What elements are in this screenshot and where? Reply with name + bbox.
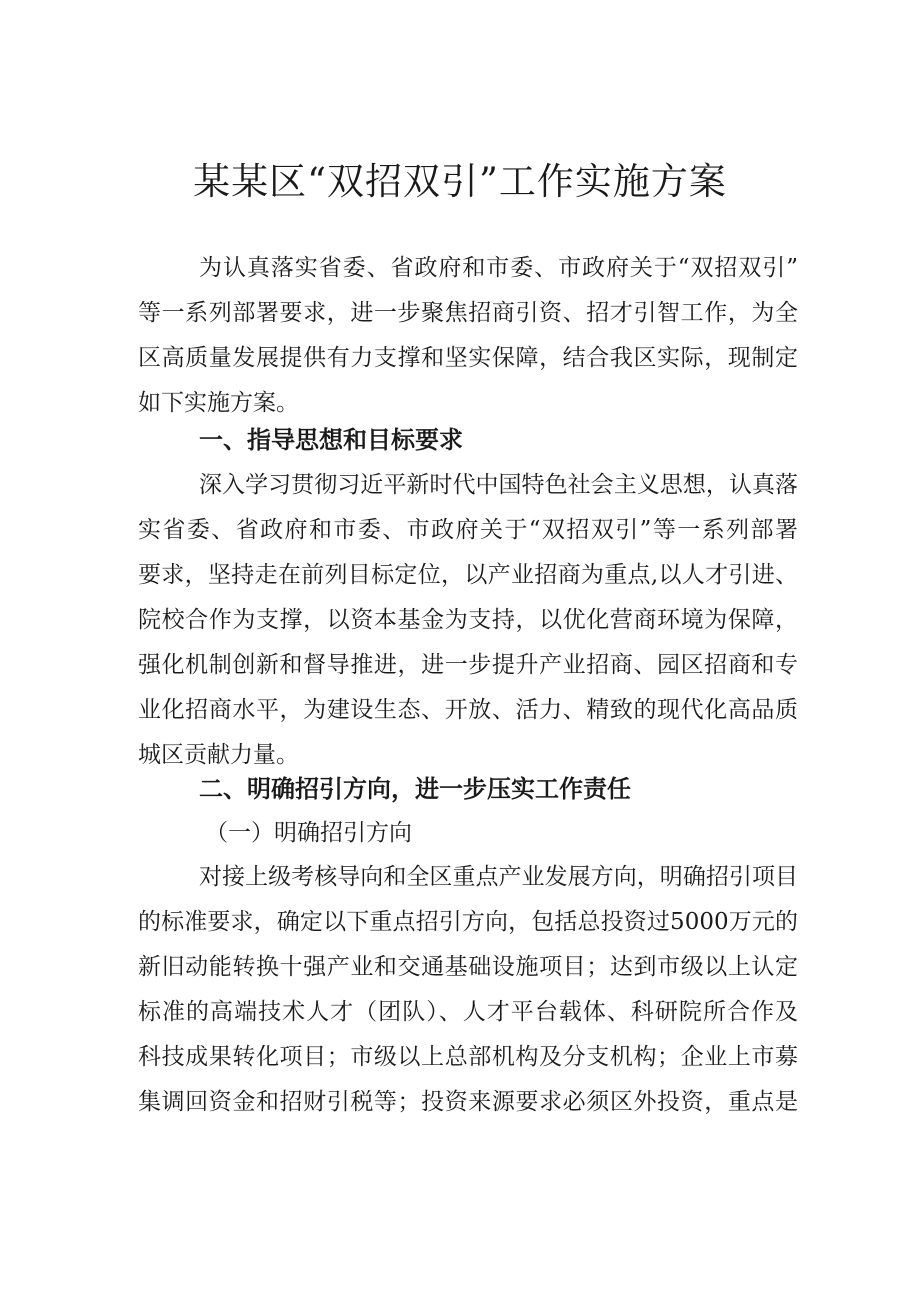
document-title: 某某区“双招双引”工作实施方案 — [193, 160, 727, 203]
section1-line-5: 强化机制创新和督导推进，进一步提升产业招商、园区招商和专 — [138, 652, 798, 678]
section1-line-4: 院校合作为支撑，以资本基金为支持，以优化营商环境为保障， — [138, 607, 798, 633]
section2-heading: 二、明确招引方向，进一步压实工作责任 — [199, 775, 631, 803]
intro-line-4: 如下实施方案。 — [138, 390, 299, 416]
section2-line-3: 新旧动能转换十强产业和交通基础设施项目；达到市级以上认定 — [138, 954, 798, 980]
section1-line-2: 实省委、省政府和市委、市政府关于“双招双引”等一系列部署 — [138, 517, 798, 543]
section1-line-6: 业化招商水平，为建设生态、开放、活力、精致的现代化高品质 — [138, 697, 798, 723]
section2-line-4: 标准的高端技术人才（团队）、人才平台载体、科研院所合作及 — [138, 999, 798, 1025]
section2-paragraph — [138, 855, 798, 1125]
intro-line-2: 等一系列部署要求，进一步聚焦招商引资、招才引智工作，为全 — [138, 300, 798, 326]
section1-paragraph — [138, 463, 798, 778]
intro-line-1: 为认真落实省委、省政府和市委、市政府关于“双招双引” — [199, 255, 798, 281]
section1-line-1: 深入学习贯彻习近平新时代中国特色社会主义思想，认真落 — [199, 472, 798, 498]
section1-line-3: 要求，坚持走在前列目标定位，以产业招商为重点,以人才引进、 — [138, 562, 798, 588]
section2-line-2: 的标准要求，确定以下重点招引方向，包括总投资过5000万元的 — [138, 909, 798, 935]
section1-heading: 一、指导思想和目标要求 — [199, 426, 463, 454]
section2-line-6: 集调回资金和招财引税等；投资来源要求必须区外投资，重点是 — [138, 1089, 798, 1115]
section2-subheading: （一）明确招引方向 — [205, 820, 412, 846]
section2-line-5: 科技成果转化项目；市级以上总部机构及分支机构；企业上市募 — [138, 1044, 798, 1070]
section2-line-1: 对接上级考核导向和全区重点产业发展方向，明确招引项目 — [199, 864, 798, 890]
section1-line-7: 城区贡献力量。 — [138, 742, 299, 768]
intro-line-3: 区高质量发展提供有力支撑和坚实保障，结合我区实际，现制定 — [138, 345, 798, 371]
intro-paragraph — [138, 246, 798, 426]
